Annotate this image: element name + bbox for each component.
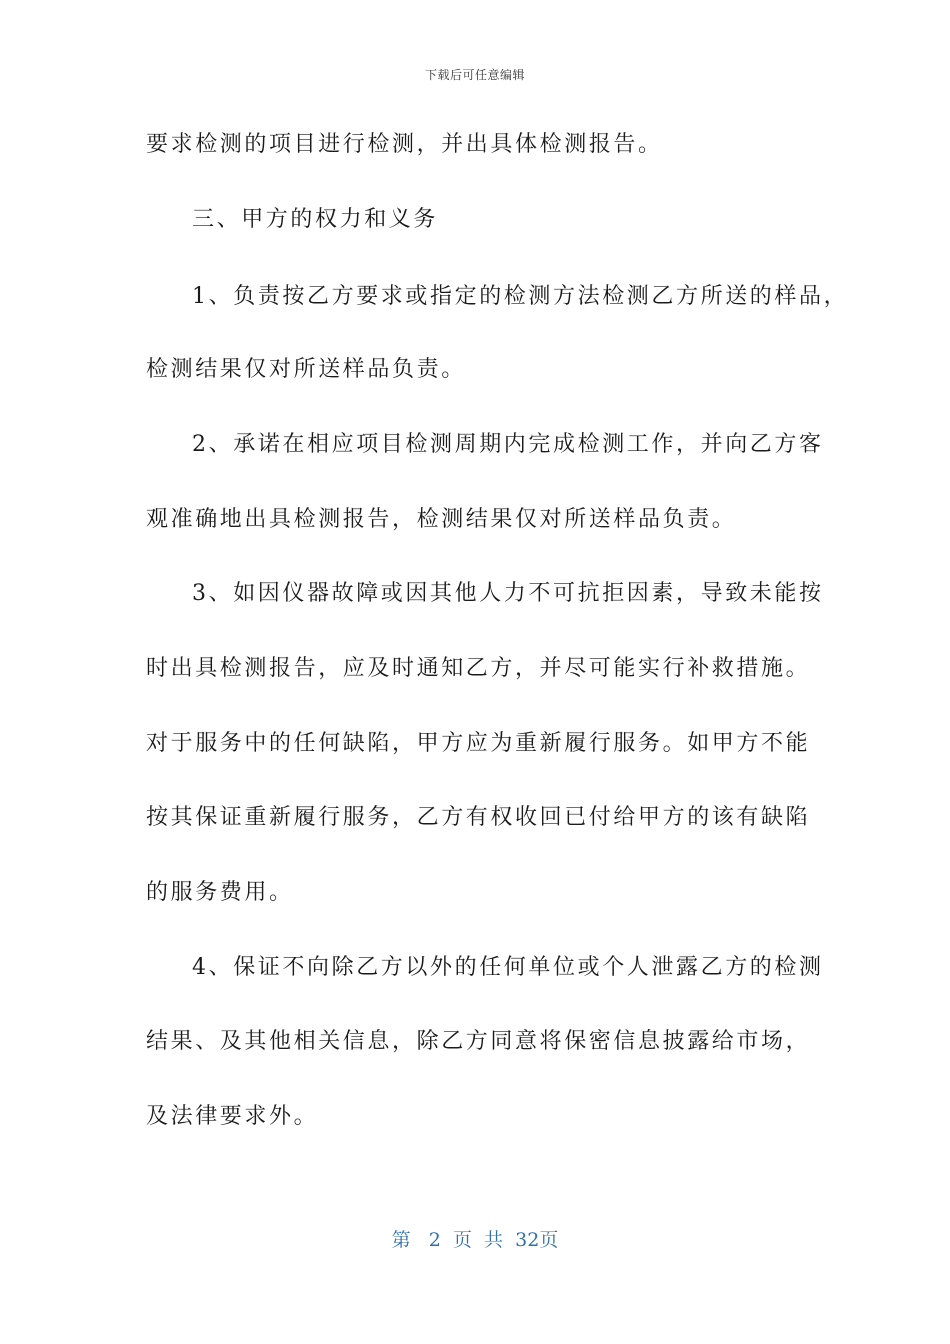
section-heading: 三、甲方的权力和义务 [192, 207, 439, 232]
page-prefix: 第 [391, 1229, 411, 1251]
body-line: 4、保证不向除乙方以外的任何单位或个人泄露乙方的检测 [192, 955, 824, 980]
page-suffix: 页 [539, 1229, 559, 1251]
body-line: 的服务费用。 [146, 880, 294, 905]
page-mid: 页 共 [452, 1229, 504, 1251]
page-current: 2 [428, 1229, 441, 1251]
body-line: 对于服务中的任何缺陷，甲方应为重新履行服务。如甲方不能 [146, 731, 811, 756]
body-line: 检测结果仅对所送样品负责。 [146, 357, 466, 382]
body-line: 按其保证重新履行服务，乙方有权收回已付给甲方的该有缺陷 [146, 805, 811, 830]
download-note: 下载后可任意编辑 [424, 68, 525, 82]
page-number [0, 1225, 950, 1252]
body-line: 1、负责按乙方要求或指定的检测方法检测乙方所送的样品， [192, 284, 849, 309]
body-line: 观准确地出具检测报告，检测结果仅对所送样品负责。 [146, 507, 737, 532]
body-line: 要求检测的项目进行检测，并出具体检测报告。 [146, 132, 663, 157]
body-line: 结果、及其他相关信息，除乙方同意将保密信息披露给市场， [146, 1029, 811, 1054]
body-line: 2、承诺在相应项目检测周期内完成检测工作，并向乙方客 [192, 432, 824, 457]
body-line: 时出具检测报告，应及时通知乙方，并尽可能实行补救措施。 [146, 656, 811, 681]
page-total: 32 [515, 1229, 540, 1251]
body-line: 及法律要求外。 [146, 1104, 319, 1129]
body-line: 3、如因仪器故障或因其他人力不可抗拒因素，导致未能按 [192, 581, 824, 606]
